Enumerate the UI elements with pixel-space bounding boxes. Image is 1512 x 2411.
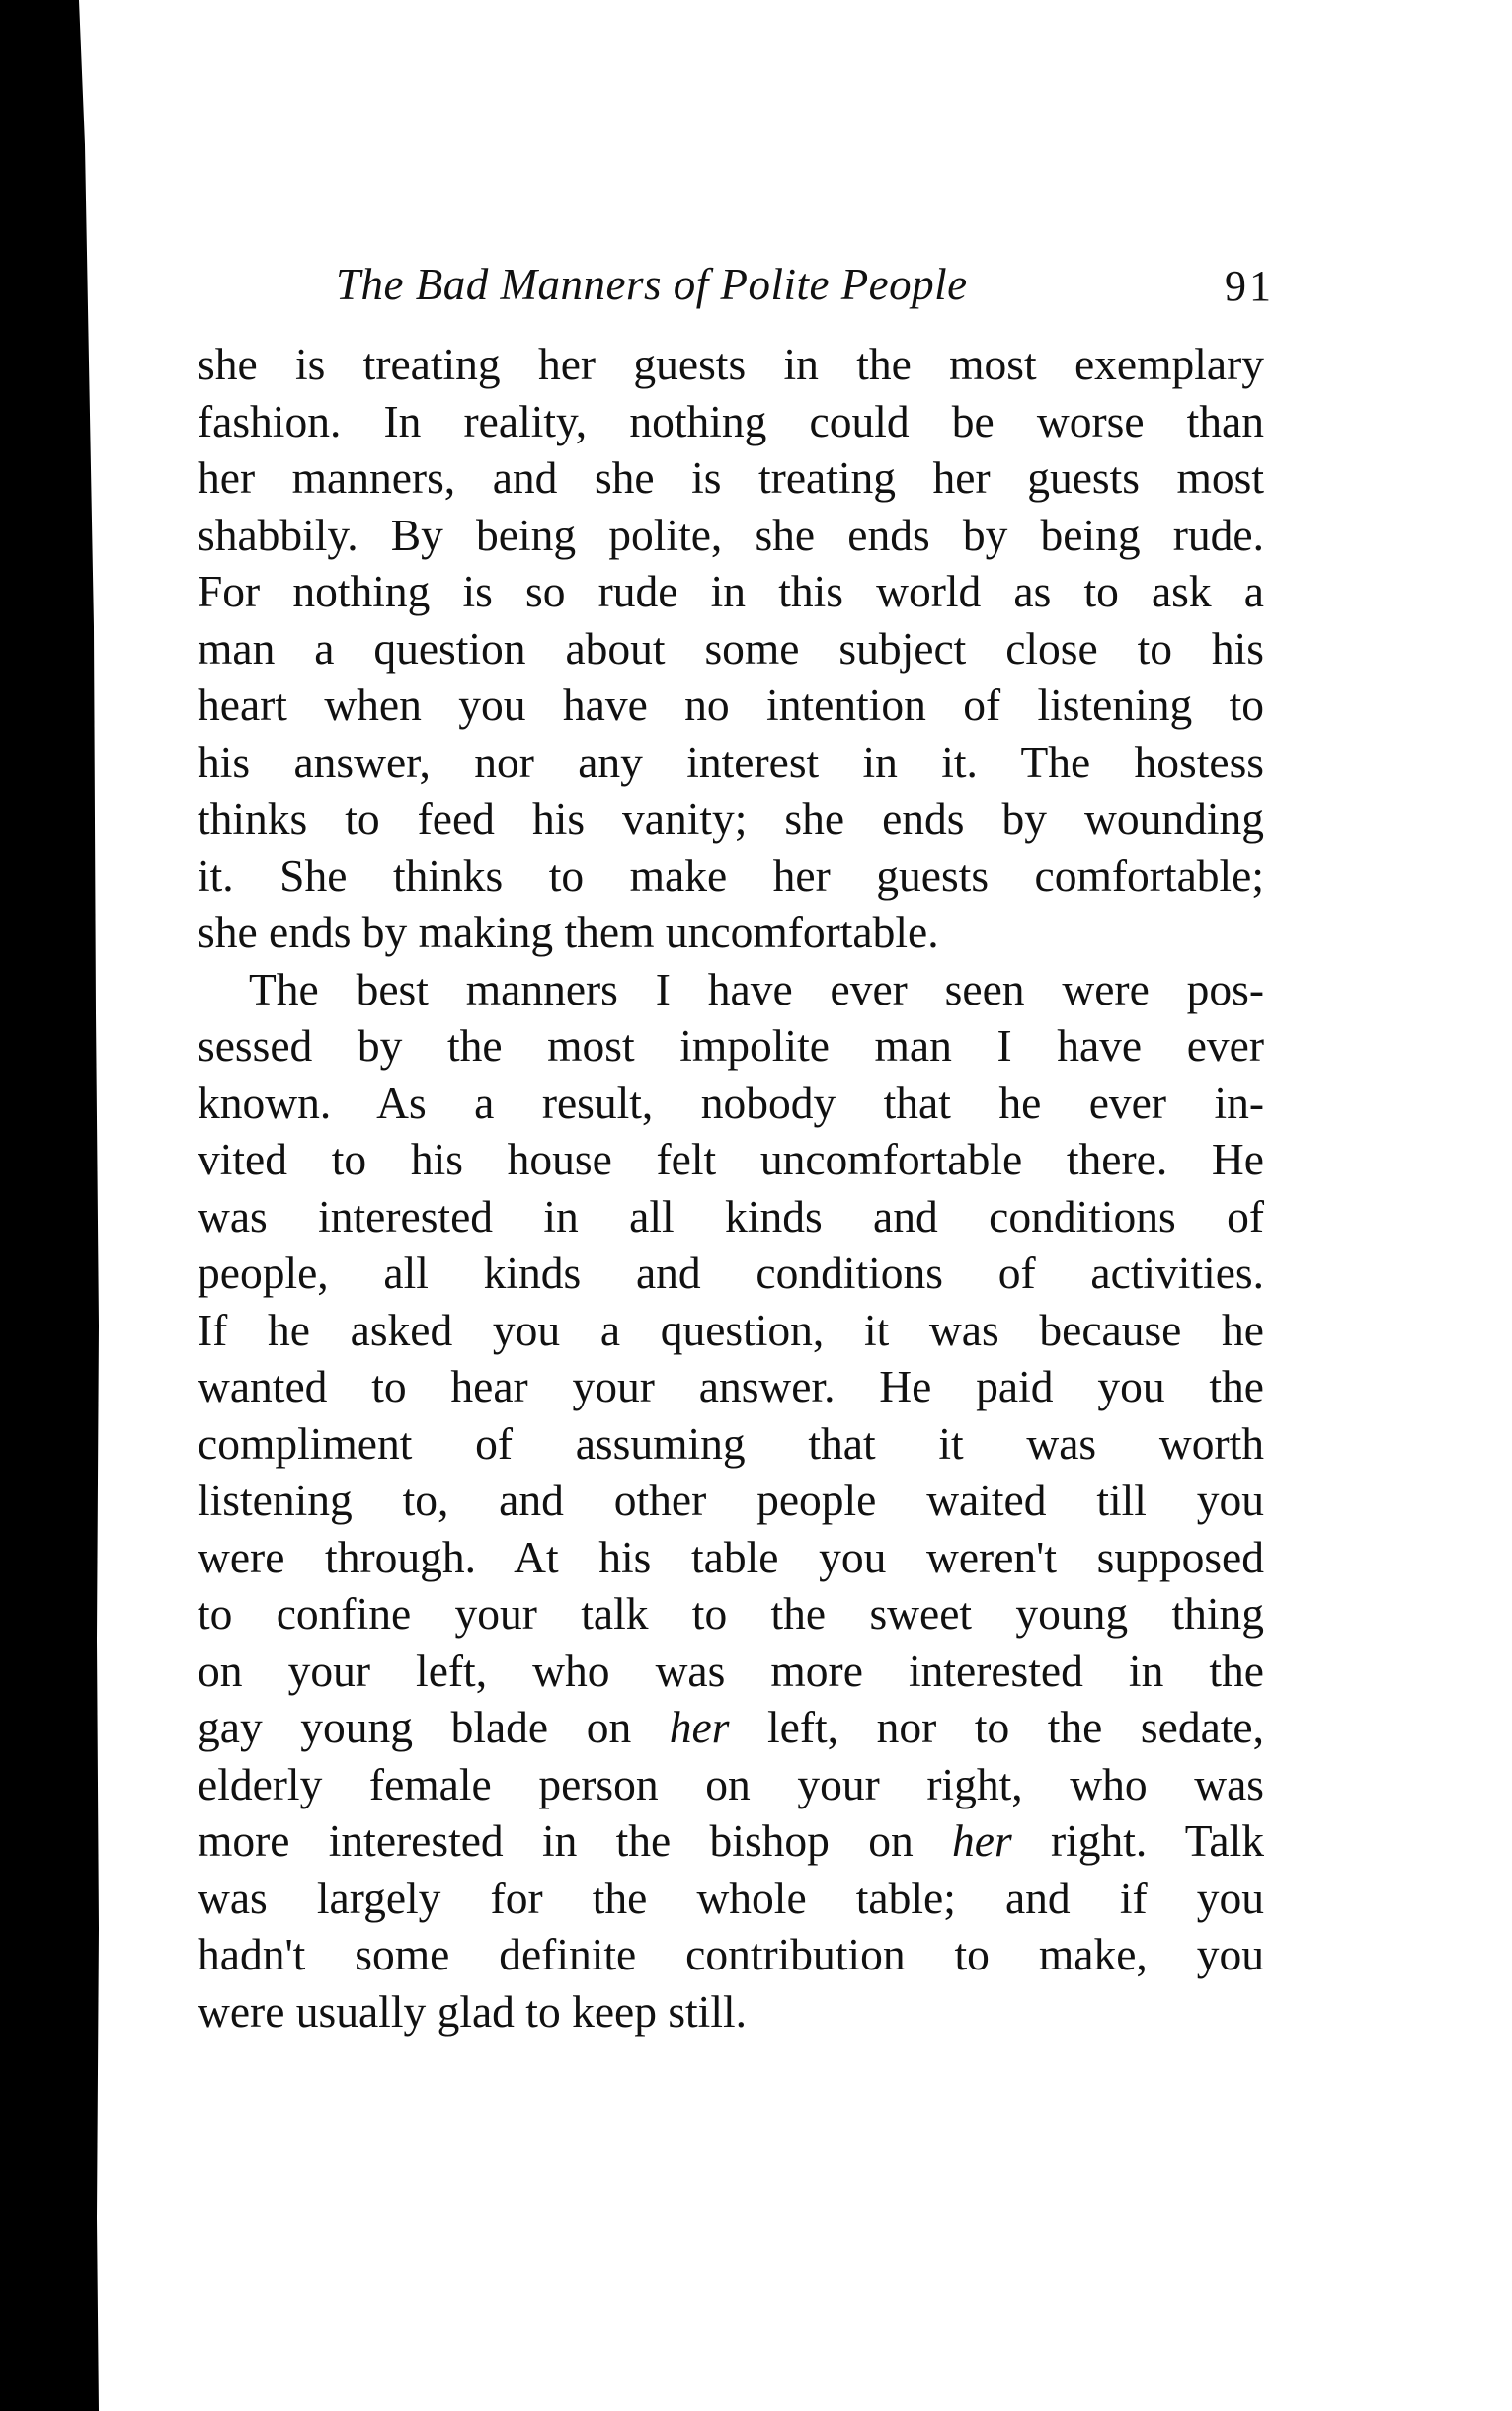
- text-line: If he asked you a question, it was because he: [198, 1304, 1264, 1355]
- paragraph-end-line: she ends by making them uncomfortable.: [198, 907, 939, 957]
- paragraph-start-line: The best manners I have ever seen were pos-: [249, 963, 1264, 1014]
- text-line: thinks to feed his vanity; she ends by wounding: [198, 793, 1264, 844]
- text-line: listening to, and other people waited till you: [198, 1475, 1264, 1525]
- text-line: people, all kinds and conditions of activities.: [198, 1247, 1264, 1298]
- running-head: [336, 259, 1274, 328]
- body-text: [198, 336, 1264, 2040]
- text-line: heart when you have no intention of listening to: [198, 680, 1264, 730]
- text-line: it. She thinks to make her guests comfortable;: [198, 849, 1264, 901]
- text-line: For nothing is so rude in this world as to ask a: [198, 566, 1264, 616]
- text-line: fashion. In reality, nothing could be worse than: [198, 395, 1264, 446]
- text-line: to confine your talk to the sweet young thing: [198, 1588, 1264, 1639]
- page-edge-shadow: [0, 0, 99, 2411]
- text-line: hadn't some definite contribution to make, you: [198, 1929, 1264, 1979]
- text-line: compliment of assuming that it was worth: [198, 1417, 1264, 1469]
- text-run: right. Talk: [1011, 1815, 1264, 1866]
- text-line: vited to his house felt uncomfortable there. He: [198, 1134, 1264, 1184]
- text-line: sessed by the most impolite man I have ever: [198, 1020, 1264, 1071]
- text-line: wanted to hear your answer. He paid you the: [198, 1361, 1264, 1411]
- page-number: 91: [1225, 262, 1274, 310]
- text-line: she is treating her guests in the most exemplary: [198, 339, 1264, 389]
- text-line: his answer, nor any interest in it. The hostess: [198, 736, 1264, 787]
- emphasis-her: her: [952, 1815, 1012, 1866]
- text-run: gay young blade on: [198, 1702, 670, 1752]
- text-line: her manners, and she is treating her guests most: [198, 452, 1264, 503]
- emphasis-her: her: [669, 1702, 730, 1752]
- text-line: [198, 1699, 1264, 1756]
- text-line: on your left, who was more interested in the: [198, 1645, 1264, 1696]
- text-line: shabbily. By being polite, she ends by being rude.: [198, 509, 1264, 560]
- text-line: [198, 1812, 1264, 1870]
- text-run: more interested in the bishop on: [198, 1815, 953, 1866]
- text-line: was interested in all kinds and conditions of: [198, 1190, 1264, 1242]
- text-line: man a question about some subject close to his: [198, 622, 1264, 674]
- text-line: were through. At his table you weren't supposed: [198, 1531, 1264, 1582]
- text-line: elderly female person on your right, who was: [198, 1758, 1264, 1809]
- paragraph-end-line: were usually glad to keep still.: [198, 1985, 747, 2037]
- text-line: was largely for the whole table; and if you: [198, 1872, 1264, 1923]
- text-run: left, nor to the sedate,: [729, 1702, 1264, 1752]
- text-line: known. As a result, nobody that he ever in-: [198, 1077, 1264, 1128]
- running-title: The Bad Manners of Polite People: [336, 260, 968, 309]
